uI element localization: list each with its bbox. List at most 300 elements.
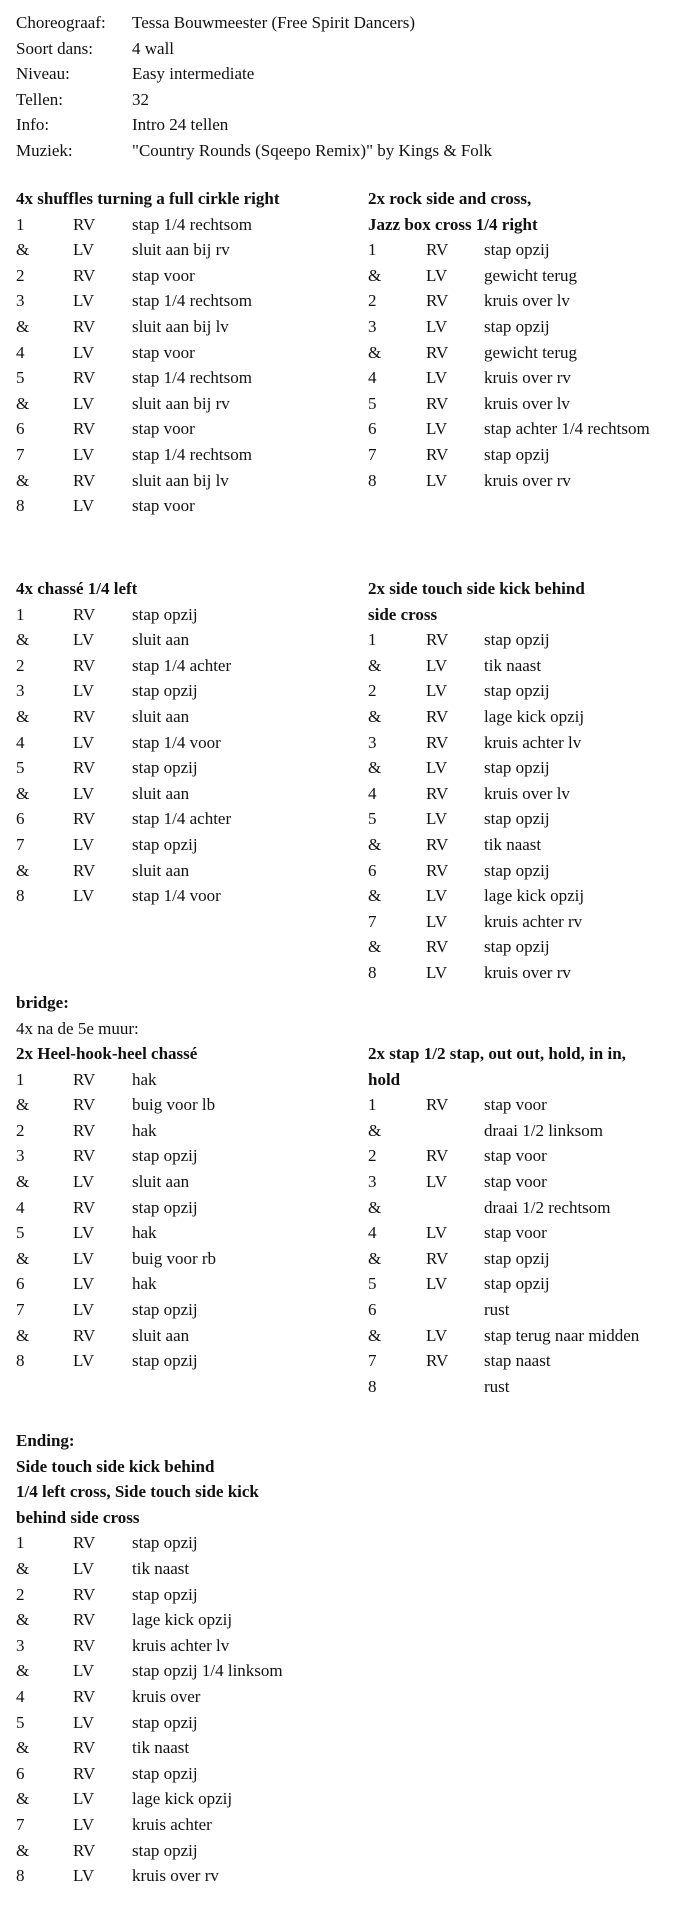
step-description: stap 1/4 voor [132, 886, 221, 906]
step-foot: LV [73, 732, 95, 752]
step-foot: LV [73, 291, 95, 311]
step-description: sluit aan bij lv [132, 470, 229, 490]
step-foot: RV [426, 706, 449, 726]
step-foot: RV [73, 1635, 96, 1655]
step-description: sluit aan bij rv [132, 393, 230, 413]
step-row [368, 909, 585, 935]
step-description: rust [484, 1299, 510, 1319]
step-foot: RV [426, 783, 449, 803]
step-row [16, 1786, 259, 1812]
step-row [368, 755, 585, 781]
step-count: 5 [368, 1274, 377, 1294]
step-foot: LV [73, 1866, 95, 1886]
step-row [16, 730, 221, 756]
step-count: & [368, 1120, 382, 1140]
header-row [16, 112, 492, 138]
step-row [368, 1195, 626, 1221]
step-description: hak [132, 1069, 157, 1089]
step-description: stap voor [132, 419, 195, 439]
step-count: 4 [368, 783, 377, 803]
header-value: Easy intermediate [132, 64, 255, 84]
step-foot: RV [426, 240, 449, 260]
step-foot: RV [426, 630, 449, 650]
step-description: stap 1/4 voor [132, 732, 221, 752]
section-title: 4x chassé 1/4 left [16, 579, 138, 598]
step-row [368, 1118, 626, 1144]
step-foot: LV [426, 419, 448, 439]
step-description: stap 1/4 rechtsom [132, 291, 252, 311]
step-description: kruis over rv [484, 470, 571, 490]
step-row [16, 1838, 259, 1864]
step-count: 4 [368, 368, 377, 388]
step-foot: RV [426, 1351, 449, 1371]
section-side-touch-kick [368, 576, 585, 986]
step-description: sluit aan [132, 1171, 190, 1191]
step-foot: RV [426, 291, 449, 311]
step-foot: LV [426, 681, 448, 701]
section-title: behind side cross [16, 1507, 140, 1527]
step-count: 7 [16, 1814, 25, 1834]
header-row [16, 87, 492, 113]
step-count: 6 [16, 1274, 25, 1294]
step-description: stap opzij [132, 1533, 198, 1553]
step-description: stap opzij [484, 758, 550, 778]
step-foot: LV [73, 681, 95, 701]
step-count: 6 [368, 419, 377, 439]
step-description: lage kick opzij [132, 1789, 233, 1809]
step-foot: RV [73, 1069, 96, 1089]
step-count: 1 [16, 214, 25, 234]
step-row [16, 781, 190, 807]
step-row [368, 288, 570, 314]
step-foot: RV [73, 1584, 96, 1604]
step-list [16, 1530, 283, 1888]
section-heel-hook-heel [16, 1041, 217, 1374]
step-list [368, 627, 585, 985]
step-description: stap opzij [484, 240, 550, 260]
step-description: stap opzij [132, 1146, 198, 1166]
section-title: 2x stap 1/2 stap, out out, hold, in in, [368, 1044, 626, 1063]
step-count: 3 [368, 1171, 377, 1191]
step-count: 8 [16, 1351, 25, 1371]
step-foot: LV [73, 1661, 95, 1681]
step-description: stap opzij [484, 681, 550, 701]
step-foot: LV [426, 265, 448, 285]
step-count: 2 [16, 1584, 25, 1604]
step-row [16, 1684, 259, 1710]
step-row [16, 1582, 259, 1608]
step-row [368, 263, 577, 289]
step-count: 2 [16, 1120, 25, 1140]
step-row [16, 1556, 259, 1582]
step-foot: LV [426, 758, 448, 778]
step-row [368, 858, 585, 884]
step-count: 1 [368, 240, 377, 260]
step-foot: RV [73, 265, 96, 285]
step-row [16, 704, 190, 730]
step-foot: LV [73, 1789, 95, 1809]
step-row [16, 1607, 259, 1633]
step-count: 5 [368, 809, 377, 829]
step-count: 7 [16, 444, 25, 464]
step-row [16, 832, 198, 858]
section-title: Ending: [16, 1431, 75, 1450]
step-foot: LV [73, 1171, 95, 1191]
step-count: 3 [16, 1146, 25, 1166]
step-row [16, 1067, 197, 1093]
step-row [16, 883, 221, 909]
step-row [368, 653, 585, 679]
step-count: 2 [368, 681, 377, 701]
step-count: 8 [16, 886, 25, 906]
step-list [16, 602, 232, 909]
step-description: stap 1/4 rechtsom [132, 214, 252, 234]
step-count: 3 [16, 1635, 25, 1655]
step-description: gewicht terug [484, 342, 577, 362]
step-row [16, 263, 280, 289]
step-foot: LV [73, 1299, 95, 1319]
step-row [368, 832, 585, 858]
step-count: 7 [16, 1299, 25, 1319]
step-foot: RV [73, 860, 96, 880]
step-list [368, 1092, 640, 1399]
step-count: 8 [16, 496, 25, 516]
step-count: 4 [16, 1197, 25, 1217]
step-description: hak [132, 1223, 157, 1243]
step-description: kruis over rv [484, 368, 571, 388]
step-row [16, 1710, 259, 1736]
step-description: stap voor [132, 265, 195, 285]
step-foot: LV [426, 1274, 448, 1294]
step-count: & [16, 1789, 30, 1809]
step-foot: LV [426, 911, 448, 931]
step-foot: LV [426, 655, 448, 675]
step-foot: LV [73, 834, 95, 854]
step-foot: LV [73, 630, 95, 650]
step-description: stap opzij [484, 860, 550, 880]
step-foot: LV [73, 342, 95, 362]
step-count: 7 [368, 1351, 377, 1371]
step-count: 6 [368, 1299, 377, 1319]
step-row [368, 960, 585, 986]
step-count: 7 [368, 444, 377, 464]
step-count: 6 [16, 809, 25, 829]
step-foot: RV [73, 1325, 96, 1345]
step-count: & [16, 316, 30, 336]
step-foot: LV [73, 1712, 95, 1732]
step-description: stap opzij [484, 444, 550, 464]
step-foot: LV [73, 1351, 95, 1371]
step-count: 6 [368, 860, 377, 880]
step-description: stap opzij [132, 604, 198, 624]
step-foot: RV [73, 809, 96, 829]
step-count: 6 [16, 1763, 25, 1783]
step-description: lage kick opzij [484, 886, 585, 906]
bridge-note: 4x na de 5e muur: [16, 1018, 139, 1038]
section-chasse [16, 576, 232, 909]
step-description: sluit aan bij lv [132, 316, 229, 336]
header-row [16, 36, 492, 62]
step-row [368, 442, 550, 468]
step-foot: LV [426, 316, 448, 336]
step-description: lage kick opzij [132, 1610, 233, 1630]
step-description: stap voor [484, 1171, 547, 1191]
section-title: 2x rock side and cross, [368, 189, 532, 208]
step-foot: LV [73, 783, 95, 803]
header-row [16, 61, 492, 87]
step-row [16, 237, 280, 263]
step-description: lage kick opzij [484, 706, 585, 726]
step-description: kruis achter [132, 1814, 212, 1834]
step-count: & [368, 937, 382, 957]
step-count: & [368, 1248, 382, 1268]
step-count: 5 [16, 1712, 25, 1732]
step-count: & [16, 240, 30, 260]
step-foot: RV [426, 834, 449, 854]
step-row [368, 468, 571, 494]
step-count: & [16, 1248, 30, 1268]
header-value: 4 wall [132, 38, 175, 58]
step-row [16, 468, 280, 494]
step-description: stap voor [484, 1146, 547, 1166]
section-title: 2x Heel-hook-heel chassé [16, 1044, 198, 1063]
step-count: 7 [368, 911, 377, 931]
step-foot: RV [73, 1146, 96, 1166]
step-foot: LV [73, 496, 95, 516]
step-row [16, 1812, 259, 1838]
step-count: 1 [368, 1095, 377, 1115]
step-count: 3 [368, 732, 377, 752]
step-row [368, 781, 585, 807]
section-ending [16, 1428, 283, 1889]
step-description: stap opzij [132, 1840, 198, 1860]
step-row [16, 858, 190, 884]
step-description: sluit aan [132, 783, 190, 803]
step-count: 8 [368, 962, 377, 982]
step-row [16, 806, 232, 832]
step-count: & [368, 342, 382, 362]
step-foot: LV [73, 886, 95, 906]
step-row [16, 1092, 216, 1118]
step-row [16, 1271, 197, 1297]
section-stap-half-stap [368, 1041, 640, 1399]
step-row [368, 730, 585, 756]
step-description: buig voor rb [132, 1248, 217, 1268]
step-description: stap opzij [484, 1248, 550, 1268]
step-count: 5 [16, 1223, 25, 1243]
step-foot: RV [73, 706, 96, 726]
step-row [368, 1271, 626, 1297]
step-count: & [368, 886, 382, 906]
step-description: sluit aan bij rv [132, 240, 230, 260]
step-foot: RV [426, 342, 449, 362]
step-row [16, 365, 280, 391]
step-foot: LV [73, 393, 95, 413]
step-description: stap voor [484, 1095, 547, 1115]
section-title: 2x side touch side kick behind [368, 579, 585, 598]
step-row [16, 1323, 197, 1349]
step-row [16, 1195, 197, 1221]
step-foot: RV [426, 393, 449, 413]
step-row [16, 1246, 217, 1272]
step-description: kruis over lv [484, 291, 570, 311]
step-description: tik naast [484, 655, 542, 675]
step-description: stap voor [132, 496, 195, 516]
step-foot: RV [73, 1120, 96, 1140]
step-description: draai 1/2 rechtsom [484, 1197, 611, 1217]
step-foot: RV [73, 1095, 96, 1115]
step-description: kruis over lv [484, 393, 570, 413]
step-description: hak [132, 1120, 157, 1140]
step-description: stap opzij [484, 316, 550, 336]
step-count: & [16, 393, 30, 413]
step-row [368, 340, 577, 366]
step-description: stap opzij [132, 681, 198, 701]
step-description: kruis achter lv [484, 732, 582, 752]
step-row [368, 1374, 626, 1400]
step-foot: LV [73, 1814, 95, 1834]
header-label: Tellen: [16, 89, 63, 109]
step-foot: LV [73, 1223, 95, 1243]
section-shuffles [16, 186, 280, 519]
step-row [16, 755, 198, 781]
step-count: 2 [16, 655, 25, 675]
step-count: 1 [16, 1069, 25, 1089]
step-description: kruis over rv [484, 962, 571, 982]
step-row [368, 1169, 626, 1195]
section-title: side cross [368, 604, 438, 624]
step-foot: RV [426, 860, 449, 880]
step-count: & [16, 1558, 30, 1578]
step-row [368, 806, 585, 832]
step-description: tik naast [132, 1558, 190, 1578]
step-description: tik naast [132, 1738, 190, 1758]
step-row [16, 340, 280, 366]
step-count: 1 [16, 604, 25, 624]
step-description: stap opzij [484, 630, 550, 650]
step-foot: RV [73, 655, 96, 675]
step-count: 3 [16, 681, 25, 701]
step-count: 4 [16, 342, 25, 362]
step-count: 8 [368, 470, 377, 490]
step-foot: RV [73, 316, 96, 336]
section-bridge-heading [16, 990, 139, 1041]
step-count: 4 [16, 1686, 25, 1706]
step-count: & [368, 706, 382, 726]
step-row [368, 627, 585, 653]
step-count: & [368, 1197, 382, 1217]
step-row [16, 1118, 197, 1144]
step-row [16, 288, 280, 314]
header-label: Choreograaf: [16, 13, 106, 32]
step-count: 7 [16, 834, 25, 854]
step-row [16, 627, 190, 653]
step-foot: LV [426, 470, 448, 490]
step-list [16, 212, 280, 519]
step-description: stap voor [132, 342, 195, 362]
step-description: stap naast [484, 1351, 551, 1371]
step-foot: RV [73, 1610, 96, 1630]
step-count: & [368, 265, 382, 285]
step-count: 4 [16, 732, 25, 752]
step-count: & [16, 1840, 30, 1860]
step-row [16, 602, 198, 628]
step-foot: RV [73, 1738, 96, 1758]
step-row [368, 934, 585, 960]
header-label: Niveau: [16, 64, 70, 84]
step-description: draai 1/2 linksom [484, 1120, 603, 1140]
step-count: & [16, 630, 30, 650]
step-foot: RV [73, 604, 96, 624]
step-row [368, 1220, 626, 1246]
header-value: Tessa Bouwmeester (Free Spirit Dancers) [132, 13, 415, 32]
step-description: sluit aan [132, 706, 190, 726]
step-count: 3 [16, 291, 25, 311]
step-list [368, 237, 650, 493]
step-count: 5 [368, 393, 377, 413]
section-title: 4x shuffles turning a full cirkle right [16, 189, 280, 208]
step-foot: LV [426, 368, 448, 388]
step-row [16, 1348, 197, 1374]
step-count: & [16, 783, 30, 803]
step-foot: LV [73, 240, 95, 260]
step-foot: RV [73, 368, 96, 388]
step-row [368, 314, 550, 340]
step-description: stap opzij [484, 1274, 550, 1294]
step-count: 8 [368, 1376, 377, 1396]
header-value: 32 [132, 89, 149, 109]
step-row [16, 1143, 197, 1169]
step-row [368, 883, 585, 909]
step-row [16, 1863, 259, 1889]
step-row [16, 391, 280, 417]
header-info [16, 10, 492, 164]
step-foot: RV [426, 1146, 449, 1166]
step-count: & [16, 1325, 30, 1345]
bridge-title: bridge: [16, 993, 69, 1012]
step-foot: LV [73, 1274, 95, 1294]
step-row [16, 1169, 197, 1195]
step-row [16, 493, 280, 519]
step-count: & [16, 1661, 30, 1681]
step-foot: LV [426, 962, 448, 982]
step-description: stap opzij [132, 1584, 198, 1604]
step-row [368, 704, 585, 730]
step-count: 5 [16, 758, 25, 778]
step-foot: LV [426, 1171, 448, 1191]
step-description: tik naast [484, 834, 542, 854]
step-row [16, 1297, 197, 1323]
step-row [16, 653, 232, 679]
step-description: sluit aan [132, 1325, 190, 1345]
step-foot: RV [73, 1840, 96, 1860]
step-row [16, 212, 280, 238]
step-count: & [368, 758, 382, 778]
step-row [16, 416, 280, 442]
step-count: & [16, 706, 30, 726]
step-description: stap achter 1/4 rechtsom [484, 419, 650, 439]
step-row [368, 416, 650, 442]
step-foot: RV [73, 1686, 96, 1706]
step-row [368, 1246, 626, 1272]
step-count: 2 [16, 265, 25, 285]
step-description: stap opzij [132, 1197, 198, 1217]
step-row [16, 314, 280, 340]
header-label: Info: [16, 115, 50, 135]
header-label: Soort dans: [16, 38, 93, 58]
step-foot: LV [426, 809, 448, 829]
step-count: 1 [368, 630, 377, 650]
